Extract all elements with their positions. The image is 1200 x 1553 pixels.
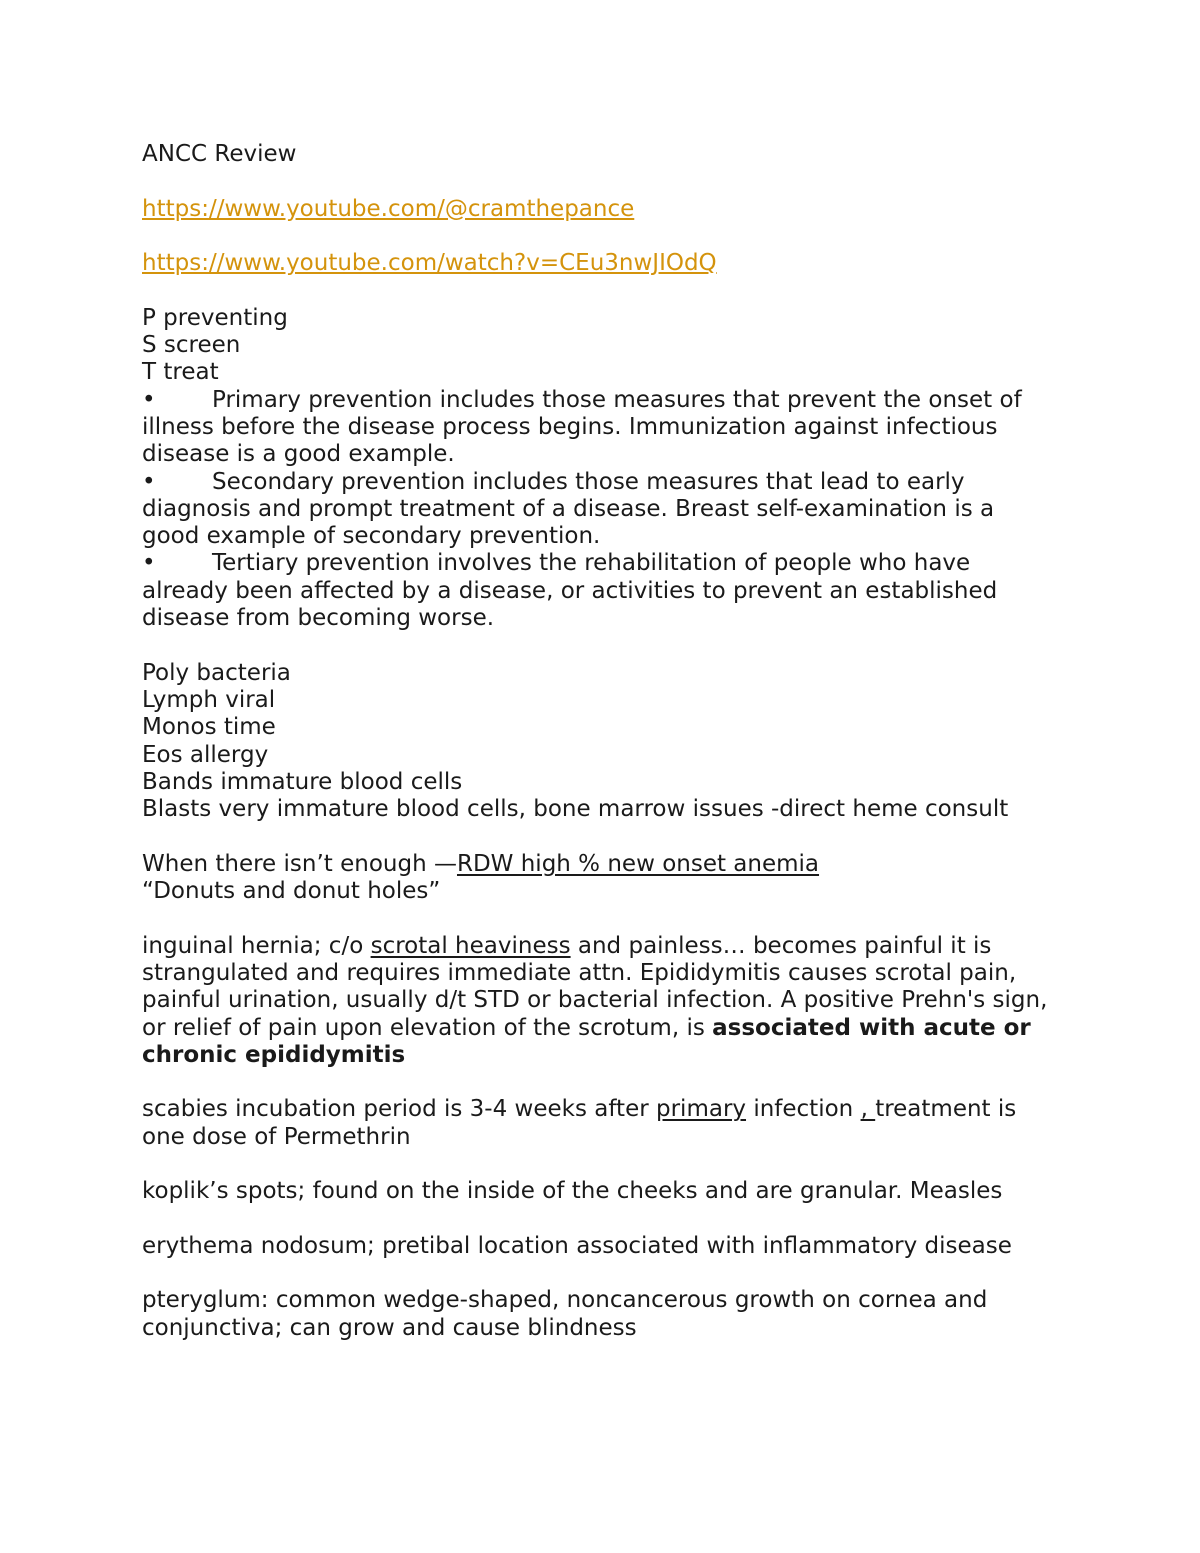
hernia-underlined: scrotal heaviness [370,932,571,959]
bullet-text: Tertiary prevention involves the rehabilitation of people who have already been affected by a disease, or activities to prevent an established disease from becoming worse. [142,550,998,632]
hernia-text-1: inguinal hernia; c/o [142,932,371,959]
rdw-quote: “Donuts and donut holes” [142,878,441,905]
koplik-paragraph: koplik’s spots; found on the inside of the cheeks and are granular. Measles [142,1178,1003,1205]
scabies-underlined-comma: , [860,1096,876,1123]
link-paragraph-2 [142,250,1052,277]
link-paragraph-1 [142,196,1052,223]
wbc-line: Poly bacteria [142,659,291,686]
bullet-primary-prevention [142,387,1052,469]
pst-line-s: S screen [142,332,241,359]
rdw-underlined: RDW high % new onset anemia [456,850,820,877]
scabies-text-2: infection [746,1096,861,1123]
scabies-paragraph [142,1096,1052,1151]
bullet-glyph: • [142,386,156,413]
rdw-prefix: When there isn’t enough — [142,850,457,877]
bullet-text: Primary prevention includes those measures that prevent the onset of illness before the disease process begins. Immunization against infectious disease is a good example. [142,386,1022,468]
hernia-bold: associated with acute or chronic epididymitis [142,1014,1031,1068]
wbc-line: Monos time [142,714,276,741]
youtube-video-link[interactable]: https://www.youtube.com/watch?v=CEu3nwJIOdQ [142,250,717,277]
hernia-paragraph [142,933,1052,1069]
pteryglum-paragraph: pteryglum: common wedge-shaped, noncancerous growth on cornea and conjunctiva; can grow and cause blindness [142,1287,988,1341]
rdw-line [142,851,1052,878]
youtube-channel-link[interactable]: https://www.youtube.com/@cramthepance [142,195,635,222]
bullet-tertiary-prevention [142,550,1052,632]
pst-line-p: P preventing [142,304,288,331]
prevention-section [142,305,1052,633]
bullet-glyph: • [142,468,156,495]
document-page [142,141,1052,1369]
wbc-differential-section [142,660,1052,824]
scabies-text-3: treatment is one dose of Permethrin [142,1096,1017,1150]
bullet-glyph: • [142,550,156,577]
wbc-line: Eos allergy [142,741,269,768]
wbc-line: Lymph viral [142,686,276,713]
wbc-line: Blasts very immature blood cells, bone marrow issues -direct heme consult [142,796,1009,823]
document-title: ANCC Review [142,141,297,167]
scabies-text-1: scabies incubation period is 3-4 weeks after [142,1096,656,1123]
pst-line-t: T treat [142,359,219,386]
wbc-line: Bands immature blood cells [142,768,463,795]
erythema-paragraph: erythema nodosum; pretibal location associated with inflammatory disease [142,1232,1012,1259]
scabies-underlined-primary: primary [656,1096,747,1123]
bullet-text: Secondary prevention includes those measures that lead to early diagnosis and prompt treatment of a disease. Breast self-examination is a good example of secondary prevention. [142,468,995,550]
bullet-secondary-prevention [142,469,1052,551]
rdw-section [142,851,1052,906]
hernia-text-2: and painless… becomes painful it is strangulated and requires immediate attn. Epididymitis causes scrotal pain, painful urination, usually d/t STD or bacterial infection. A positive Prehn's sign, or relief of pain upon elevation of the scrotum, is [142,932,1048,1041]
